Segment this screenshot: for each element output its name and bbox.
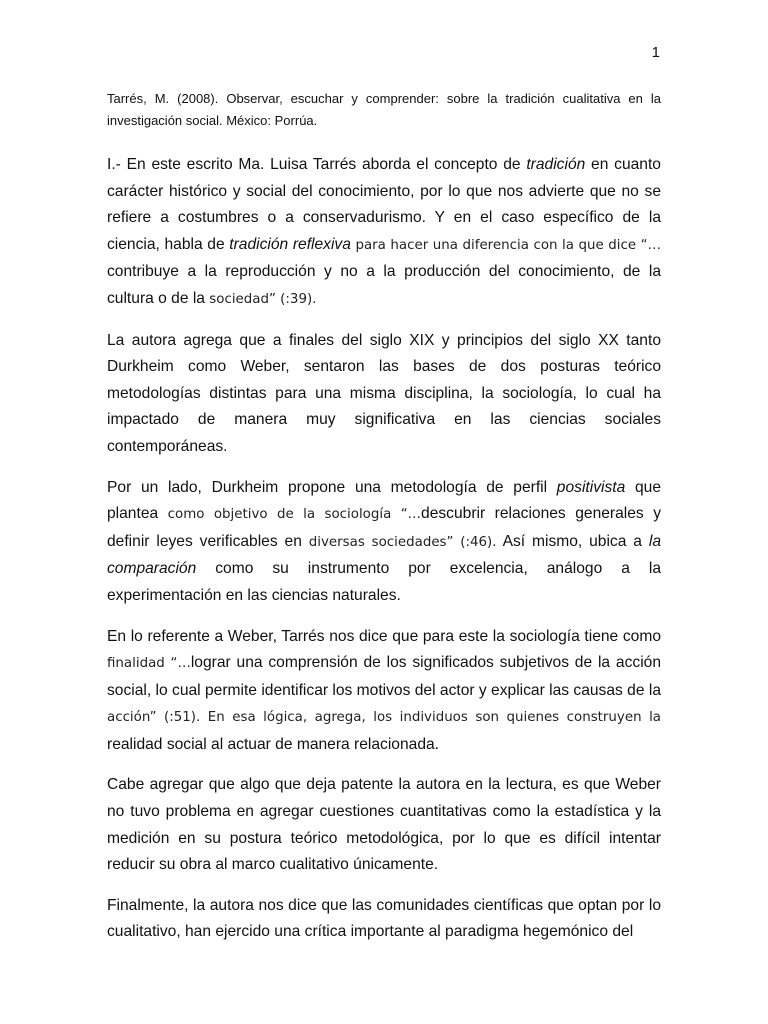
- paragraph-6: Finalmente, la autora nos dice que las comunidades científicas que optan por lo cualitativo, han ejercido una crítica importante al paradigma hegemónico del: [107, 896, 661, 941]
- p1-text-a: I.- En este escrito Ma. Luisa Tarrés aborda el concepto de: [107, 156, 527, 173]
- p4-quote-open: finalidad “…: [107, 656, 191, 672]
- document-body: [107, 152, 661, 960]
- p4-quote-text: lograr una comprensión de los significados subjetivos de la acción social, lo cual permite identificar los motivos del actor y explicar las causas de la: [107, 654, 661, 699]
- p1-quote-open: para hacer una diferencia con la que dice “…: [350, 237, 661, 253]
- p1-text-c: en cuanto carácter histórico y social del conocimiento, por lo que nos advierte que no se refiere a costumbres o a conservadurismo. Y en el caso específico de la ciencia, habla de: [107, 156, 661, 253]
- p3-text-g: Así mismo, ubica a: [496, 532, 649, 550]
- page-number: 1: [651, 44, 660, 61]
- paragraph-4: [107, 624, 661, 759]
- bibliographic-reference: Tarrés, M. (2008). Observar, escuchar y comprender: sobre la tradición cualitativa en la investigación social. México: Porrúa.: [107, 91, 661, 128]
- p3-text-c: que plantea: [107, 478, 661, 523]
- p1-quote-close: sociedad” (:39).: [209, 291, 317, 307]
- p1-emphasis-tradicion: tradición: [526, 156, 586, 173]
- p3-text-a: Por un lado, Durkheim propone una metodología de perfil: [107, 478, 557, 496]
- p3-emphasis-positivista: positivista: [556, 478, 626, 496]
- p3-emphasis-comparacion: la comparación: [107, 532, 661, 578]
- p1-emphasis-tradicion-reflexiva: tradición reflexiva: [229, 235, 351, 253]
- p3-text-i: como su instrumento por excelencia, análogo a la experimentación en las ciencias naturales.: [107, 560, 661, 604]
- paragraph-1: [107, 152, 661, 314]
- p4-text-a: En lo referente a Weber, Tarrés nos dice que para este la sociología tiene como: [107, 627, 661, 645]
- paragraph-2: La autora agrega que a finales del siglo XIX y principios del siglo XX tanto Durkheim como Weber, sentaron las bases de dos posturas teórico metodologías distintas para una misma disciplina, la sociología, lo cual ha impactado de manera muy significativa en las ciencias sociales contemporáneas.: [107, 331, 661, 455]
- p4-text-e: realidad social al actuar de manera relacionada.: [107, 735, 439, 753]
- p3-quote-close: diversas sociedades” (:46).: [308, 534, 497, 550]
- paragraph-5: Cabe agregar que algo que deja patente la autora en la lectura, es que Weber no tuvo problema en agregar cuestiones cuantitativas como la estadística y la medición en su postura teórico metodológica, por lo que es difícil intentar reducir su obra al marco cualitativo únicamente.: [107, 776, 661, 874]
- p4-quote-close: acción” (:51). En esa lógica, agrega, los individuos son quienes construyen la: [107, 710, 661, 726]
- p3-quote-text: descubrir relaciones generales y definir leyes verificables en: [107, 505, 661, 550]
- p1-quote-text: contribuye a la reproducción y no a la producción del conocimiento, de la cultura o de la: [107, 263, 661, 307]
- paragraph-3: [107, 475, 661, 610]
- p3-quote-open: como objetivo de la sociología “…: [167, 507, 422, 523]
